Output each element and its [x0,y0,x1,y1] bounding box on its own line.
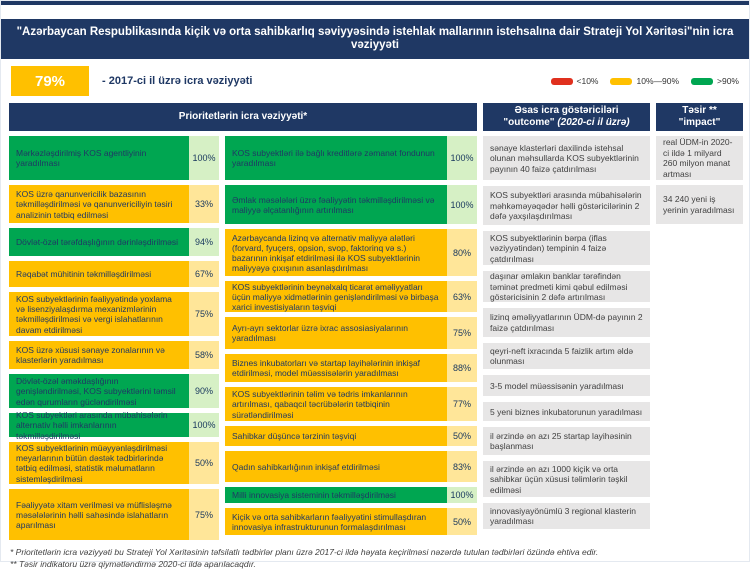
priority-row [225,185,477,224]
priority-percent: 67% [189,261,219,287]
priority-percent: 75% [189,292,219,336]
status-legend [551,76,740,86]
footnote: ** Təsir indikatoru üzrə qiymətləndirmə 2020-ci ildə aparılacaqdır. [10,558,256,569]
overall-progress-badge: 79% [11,66,89,96]
outcome-item: innovasiyayönümlü 3 regional klasterin yaradılması [483,503,650,529]
priority-percent: 100% [189,136,219,180]
priority-percent: 100% [189,413,219,437]
priority-row [225,426,477,446]
priority-label: Dövlət-özəl əməkdaşlığının genişləndirilməsi, KOS subyektlərini təmsil edən qurumların gücləndirilməsi [9,374,189,408]
priority-percent: 100% [447,136,477,180]
priority-row [9,442,219,484]
table-body [9,136,743,540]
priority-percent: 63% [447,281,477,312]
priority-label: Dövlət-özəl tərəfdaşlığının dərinləşdirilməsi [9,228,189,256]
priority-percent: 100% [447,487,477,503]
priority-percent: 94% [189,228,219,256]
header-line: Təsir ** [682,105,717,117]
priority-label: Kiçik və orta sahibkarların fəaliyyətini stimullaşdıran innovasiya infrastrukturunun formalaşdırılması [225,508,447,535]
outcome-item: sənaye klasterləri daxilində istehsal olunan məhsullarda KOS subyektlərinin payının 40 faizə çatdırılması [483,136,650,180]
priority-row [9,136,219,180]
green-swatch-icon [691,78,713,85]
priority-label: Azərbaycanda lizinq və alternativ maliyyə alətləri (forvard, fyuçers, opsion, svop, faktorinq və s.) bazarının inkişaf etdirilməsi ilə KOS subyektlərinin maliyyəyə çıxışının asanlaşdırılması [225,229,447,276]
outcome-item: 3-5 model müəssisənin yaradılması [483,375,650,396]
legend-label: <10% [576,76,599,87]
header-quote: "outcome" [503,117,555,129]
legend-item-red [551,76,599,86]
priority-row [225,487,477,503]
legend-item-green [691,76,739,86]
outcome-item: 5 yeni biznes inkubatorunun yaradılması [483,402,650,421]
legend-label: >90% [717,76,739,87]
outcome-item: lizinq əməliyyatlarının ÜDM-də payının 2 faizə çatdırılması [483,308,650,337]
priority-label: KOS üzrə qanunvericilik bazasının təkmilləşdirilməsi və qanunvericiliyin təsiri analizinin tətbiq edilməsi [9,185,189,223]
priority-row [225,508,477,535]
priority-label: KOS subyektlərinin fəaliyyətində yoxlama və lisenziyalaşdırma mexanizmlərinin təkmilləşdirilməsi və vergi islahatlarının davam etdirilməsi [9,292,189,336]
priority-percent: 58% [189,341,219,369]
priority-row [9,261,219,287]
impact-item: 34 240 yeni iş yerinin yaradılması [656,185,743,224]
table [1,103,749,540]
priority-row [225,354,477,382]
priority-label: KOS subyektlərinin müəyyənləşdirilməsi meyarlarının bütün dəstək tədbirlərində tətbiq edilməsi, statistik məlumatların sistemləşdirilməsi [9,442,189,484]
column-header-outcome [483,103,650,131]
priority-percent: 33% [189,185,219,223]
yellow-swatch-icon [610,78,632,85]
impact-column [656,136,743,224]
priority-label: Əmlak məsələləri üzrə fəaliyyətin təkmilləşdirilməsi və maliyyə əlçatanlığının artırılması [225,185,447,224]
priority-label: Fəaliyyətə xitam verilməsi və müflisləşmə məsələlərinin həlli sahəsində islahatların aparılması [9,489,189,540]
priority-label: Ayrı-ayrı sektorlar üzrə ixrac assosiasiyalarının yaradılması [225,317,447,349]
header-note: (2020-ci il üzrə) [557,117,630,129]
priority-label: Biznes inkubatorları və startap layihələrinin inkişaf etdirilməsi, model müəssisələrin yaradılması [225,354,447,382]
priority-label: KOS subyektləri arasında mübahisələrin alternativ həlli imkanlarının təkmilləşdirilməsi [9,413,189,437]
priority-label: Sahibkar düşüncə tərzinin təşviqi [225,426,447,446]
outcome-item: KOS subyektləri arasında mübahisələrin məhkəməyəqədər həlli göstəricilərinin 2 dəfə yaxşılaşdırılması [483,186,650,225]
priority-percent: 75% [189,489,219,540]
priority-label: KOS üzrə xüsusi sənaye zonalarının və klasterlərin yaradılması [9,341,189,369]
priority-label: KOS subyektlərinin təlim və tədris imkanlarının artırılması, qabaqcıl təcrübələrin tətbiqinin sürətləndirilməsi [225,387,447,421]
outcome-item: KOS subyektlərinin bərpa (iflas vəziyyətindən) tempinin 4 faizə çatdırılması [483,231,650,265]
header-line [503,117,629,129]
priority-label: Mərkəzləşdirilmiş KOS agentliyinin yaradılması [9,136,189,180]
header-line: Əsas icra göstəriciləri [514,105,619,117]
priority-percent: 50% [447,508,477,535]
priority-label: KOS subyektlərinin beynəlxalq ticarət əməliyyatları üçün maliyyə xidmətlərinin genişləndirilməsi və birbaşa xarici investisiyaların təşviqi [225,281,447,312]
priority-row [225,387,477,421]
priority-label: KOS subyektləri ilə bağlı kreditlərə zəmanət fondunun yaradılması [225,136,447,180]
legend-label: 10%—90% [636,76,680,87]
priorities-column-1 [9,136,219,540]
outcome-item: daşınar əmlakın banklar tərəfindən təminət predmeti kimi qəbul edilməsi göstəricisinin 2 dəfə artırılması [483,271,650,302]
outcome-item: il ərzində ən azı 25 startap layihəsinin başlanması [483,427,650,455]
priority-row [225,136,477,180]
outcome-item: qeyri-neft ixracında 5 faizlik artım əldə olunması [483,343,650,369]
priority-percent: 77% [447,387,477,421]
page-title: "Azərbaycan Respublikasında kiçik və orta sahibkarlıq səviyyəsində istehlak mallarının istehsalına dair Strateji Yol Xəritəsi"nin icra vəziyyəti [1,19,749,59]
header-line: "impact" [678,117,721,129]
column-header-priorities: Prioritetlərin icra vəziyyəti* [9,103,477,131]
column-header-impact [656,103,743,131]
priority-row [9,292,219,336]
priority-percent: 83% [447,451,477,482]
legend-item-yellow [610,76,679,86]
priority-row [9,489,219,540]
table-header [9,103,743,131]
footnotes [10,547,749,570]
priority-row [9,374,219,408]
priorities-column-2 [225,136,477,535]
priority-row [225,317,477,349]
priority-row [225,281,477,312]
outcome-item: il ərzində ən azı 1000 kiçik və orta sahibkar üçün xüsusi təlimlərin təşkil edilməsi [483,461,650,497]
priority-row [9,341,219,369]
top-accent-strip [1,1,749,5]
priority-row [9,228,219,256]
impact-item: real ÜDM-in 2020-ci ildə 1 milyard 260 milyon manat artması [656,136,743,180]
priority-percent: 50% [189,442,219,484]
footnote: * Prioritetlərin icra vəziyyəti bu Strateji Yol Xəritəsinin təfsilatlı tədbirlər planı üzrə 2017-ci ildə həyata keçirilməsi nəzərdə tutulan tədbirləri özündə ehtiva edir. [10,547,599,558]
priority-label: Qadın sahibkarlığının inkişaf etdirilməsi [225,451,447,482]
summary-label: - 2017-ci il üzrə icra vəziyyəti [102,75,253,88]
priority-percent: 90% [189,374,219,408]
priority-row [9,185,219,223]
summary-band [1,59,749,103]
priority-label: Rəqabət mühitinin təkmilləşdirilməsi [9,261,189,287]
priority-percent: 75% [447,317,477,349]
priority-row [9,410,219,441]
red-swatch-icon [551,78,573,85]
priority-label: Milli innovasiya sisteminin təkmilləşdirilməsi [225,487,447,503]
priority-row [225,451,477,482]
priority-row [225,229,477,276]
outcome-column [483,136,650,529]
priority-percent: 50% [447,426,477,446]
priority-percent: 88% [447,354,477,382]
priority-percent: 80% [447,229,477,276]
priority-percent: 100% [447,185,477,224]
